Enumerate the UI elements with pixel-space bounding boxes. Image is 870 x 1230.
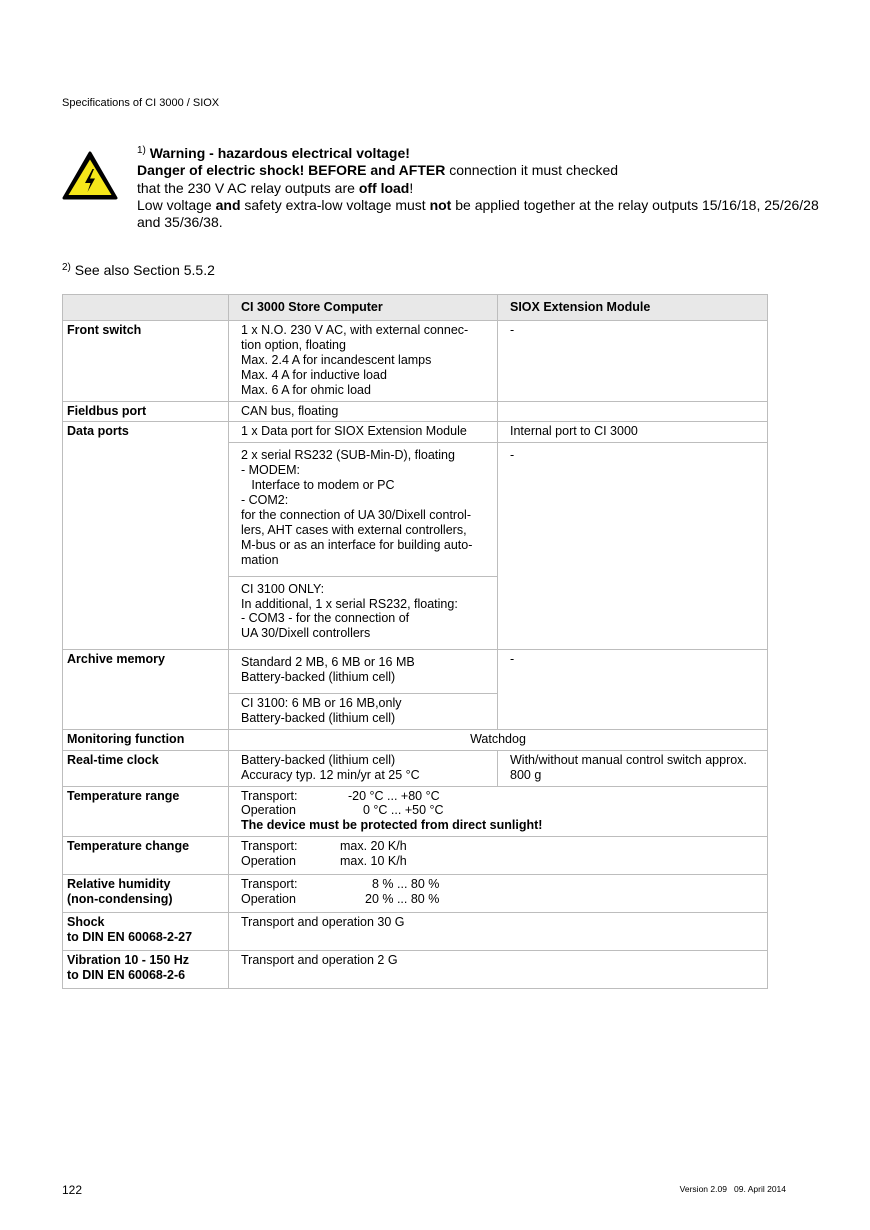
high-voltage-warning-icon bbox=[62, 151, 118, 201]
specifications-table bbox=[62, 294, 768, 989]
cell-line: Operation bbox=[241, 803, 296, 818]
sunlight-note: The device must be protected from direct sunlight! bbox=[241, 818, 543, 833]
merged-cell: Transport and operation 30 G bbox=[229, 912, 768, 950]
cell-value: max. 20 K/h bbox=[340, 839, 407, 854]
merged-cell bbox=[229, 875, 768, 913]
table-header-row bbox=[63, 295, 768, 321]
cell-line: - MODEM: bbox=[241, 463, 301, 478]
cell-line: M-bus or as an interface for building auto- bbox=[241, 537, 473, 552]
warning-text: ! bbox=[409, 179, 414, 196]
warning-text: safety extra-low voltage must bbox=[240, 196, 430, 213]
version-info: Version 2.09 09. April 2014 bbox=[679, 1184, 786, 1194]
table-row-archive bbox=[63, 650, 768, 694]
warning-text: be applied together at the relay outputs 15/16/18, 25/26/28 and 35/36/38. bbox=[137, 196, 819, 231]
footnote-marker: 2) bbox=[62, 262, 71, 273]
siox-cell: - bbox=[498, 321, 768, 402]
cell-line: lers, AHT cases with external controllers, bbox=[241, 522, 467, 537]
cell-line: Battery-backed (lithium cell) bbox=[241, 710, 396, 725]
row-label bbox=[63, 912, 229, 950]
warning-text: that the 230 V AC relay outputs are bbox=[137, 179, 359, 196]
page-header: Specifications of CI 3000 / SIOX bbox=[62, 97, 220, 109]
merged-cell bbox=[229, 837, 768, 875]
label-line: Shock bbox=[67, 914, 105, 929]
row-label bbox=[63, 875, 229, 913]
see-also-note bbox=[62, 262, 215, 278]
siox-cell: - bbox=[498, 443, 768, 650]
cell-line: Accuracy typ. 12 min/yr at 25 °C bbox=[241, 767, 420, 782]
table-row-monitoring bbox=[63, 729, 768, 750]
cell-line: Max. 2.4 A for incandescent lamps bbox=[241, 352, 432, 367]
cell-line: Operation bbox=[241, 892, 296, 906]
cell-line: Battery-backed (lithium cell) bbox=[241, 752, 396, 767]
cell-line: - COM2: bbox=[241, 493, 289, 508]
table-row-humidity bbox=[63, 875, 768, 913]
table-row-rtc bbox=[63, 750, 768, 786]
cell-line: Battery-backed (lithium cell) bbox=[241, 670, 396, 685]
label-line: (non-condensing) bbox=[67, 892, 173, 906]
cell-line: Transport: bbox=[241, 788, 298, 803]
column-header bbox=[63, 295, 229, 321]
row-label: Real-time clock bbox=[63, 750, 229, 786]
cell-line: CI 3100: 6 MB or 16 MB,only bbox=[241, 696, 402, 711]
ci-cell: CAN bus, floating bbox=[229, 401, 498, 422]
row-label: Temperature range bbox=[63, 786, 229, 837]
warning-block bbox=[137, 145, 827, 231]
row-label: Front switch bbox=[63, 321, 229, 402]
merged-cell bbox=[229, 786, 768, 837]
cell-line: mation bbox=[241, 552, 279, 567]
cell-line: for the connection of UA 30/Dixell control- bbox=[241, 507, 471, 522]
cell-line: With/without manual control switch approx. bbox=[510, 752, 747, 767]
page-number: 122 bbox=[62, 1183, 83, 1197]
table-row-shock bbox=[63, 912, 768, 950]
warning-emphasis: off load bbox=[358, 179, 410, 196]
row-label bbox=[63, 950, 229, 988]
row-label: Temperature change bbox=[63, 837, 229, 875]
table-row-fieldbus bbox=[63, 401, 768, 422]
cell-line: - COM3 - for the connection of bbox=[241, 611, 410, 626]
label-line: Relative humidity bbox=[67, 877, 171, 892]
cell-value: -20 °C ... +80 °C bbox=[348, 788, 440, 803]
merged-cell: Watchdog bbox=[229, 729, 768, 750]
label-line: to DIN EN 60068-2-27 bbox=[67, 929, 193, 944]
ci-cell bbox=[229, 321, 498, 402]
cell-line: Transport: bbox=[241, 877, 298, 892]
cell-line: Interface to modem or PC bbox=[241, 478, 395, 493]
siox-cell: Internal port to CI 3000 bbox=[498, 422, 768, 443]
cell-line: In additional, 1 x serial RS232, floating: bbox=[241, 596, 458, 611]
cell-line: Operation bbox=[241, 854, 296, 869]
ci-cell bbox=[229, 443, 498, 576]
cell-value: 8 % ... 80 % bbox=[372, 877, 440, 892]
ci-cell bbox=[229, 650, 498, 694]
table-row-vibration bbox=[63, 950, 768, 988]
column-header-ci3000: CI 3000 Store Computer bbox=[229, 295, 498, 321]
warning-text: Low voltage bbox=[137, 196, 216, 213]
cell-line: tion option, floating bbox=[241, 337, 346, 352]
warning-emphasis: and bbox=[215, 196, 241, 213]
table-row-temp-range bbox=[63, 786, 768, 837]
merged-cell: Transport and operation 2 G bbox=[229, 950, 768, 988]
row-label: Monitoring function bbox=[63, 729, 229, 750]
column-header-siox: SIOX Extension Module bbox=[498, 295, 768, 321]
ci-cell bbox=[229, 576, 498, 650]
cell-line: Max. 4 A for inductive load bbox=[241, 367, 387, 382]
table-row-data-ports bbox=[63, 422, 768, 443]
cell-line: Standard 2 MB, 6 MB or 16 MB bbox=[241, 655, 415, 670]
label-line: Vibration 10 - 150 Hz bbox=[67, 952, 190, 967]
footnote-marker: 1) bbox=[137, 145, 146, 156]
label-line: to DIN EN 60068-2-6 bbox=[67, 967, 186, 982]
cell-value: 0 °C ... +50 °C bbox=[363, 803, 444, 818]
warning-danger-text: Danger of electric shock! BEFORE and AFTER bbox=[137, 162, 446, 179]
warning-emphasis: not bbox=[429, 196, 452, 213]
cell-line: UA 30/Dixell controllers bbox=[241, 626, 371, 641]
ci-cell bbox=[229, 750, 498, 786]
cell-line: 800 g bbox=[510, 767, 542, 782]
siox-cell bbox=[498, 750, 768, 786]
row-label: Data ports bbox=[63, 422, 229, 650]
cell-line: 2 x serial RS232 (SUB-Min-D), floating bbox=[241, 448, 455, 463]
row-label: Archive memory bbox=[63, 650, 229, 730]
cell-value: max. 10 K/h bbox=[340, 854, 407, 869]
row-label: Fieldbus port bbox=[63, 401, 229, 422]
cell-line: CI 3100 ONLY: bbox=[241, 581, 325, 596]
table-row-front-switch bbox=[63, 321, 768, 402]
cell-value: 20 % ... 80 % bbox=[365, 892, 440, 906]
see-also-text: See also Section 5.5.2 bbox=[74, 262, 215, 278]
ci-cell: 1 x Data port for SIOX Extension Module bbox=[229, 422, 498, 443]
cell-line: Max. 6 A for ohmic load bbox=[241, 382, 371, 397]
siox-cell bbox=[498, 401, 768, 422]
warning-text: connection it must checked bbox=[445, 162, 619, 179]
ci-cell bbox=[229, 694, 498, 730]
cell-line: Transport: bbox=[241, 839, 298, 854]
warning-title: Warning - hazardous electrical voltage! bbox=[149, 145, 410, 161]
siox-cell: - bbox=[498, 650, 768, 730]
cell-line: 1 x N.O. 230 V AC, with external connec- bbox=[241, 323, 469, 337]
table-row-temp-change bbox=[63, 837, 768, 875]
